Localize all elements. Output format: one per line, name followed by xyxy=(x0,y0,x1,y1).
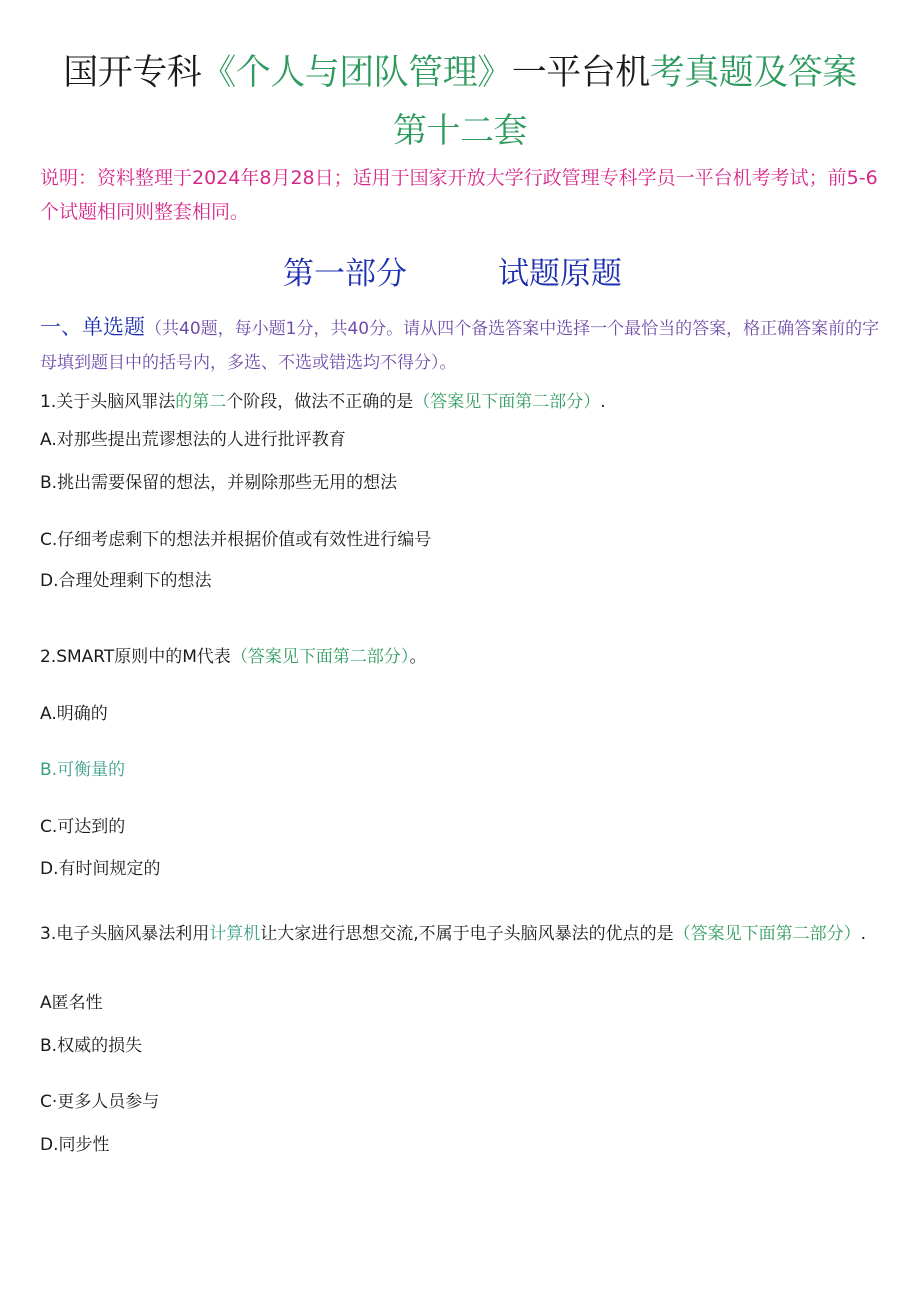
q1-option-a: A.对那些提出荒谬想法的人进行批评教育 xyxy=(40,430,346,450)
intro-text: （共40题，每小题1分，共40分。请从四个备选答案中选择一个最恰当的答案，格正确答案前的字母填到题目中的括号内，多选、不选或错选均不得分）。 xyxy=(40,319,880,373)
q3-stem-a: 3.电子头脑风暴法利用 xyxy=(40,924,210,944)
title-part-3: 一平台机 xyxy=(511,53,650,93)
title-part-4: 考真题及答案 xyxy=(649,53,857,93)
q3-stem-c: 让大家进行思想交流,不属于电子头脑风暴法的优点的是 xyxy=(260,924,674,944)
q1-option-d: D.合理处理剩下的想法 xyxy=(40,571,212,591)
q2-option-d: D.有时间规定的 xyxy=(40,859,161,879)
title-part-2: 《个人与团队管理》 xyxy=(201,53,512,93)
q2-option-c: C.可达到的 xyxy=(40,817,126,837)
q3-answer-hint: （答案见下面第二部分） xyxy=(673,924,861,944)
question-2-stem xyxy=(40,640,426,674)
section-intro xyxy=(40,310,890,380)
q1-answer-hint: （答案见下面第二部分） xyxy=(413,392,601,412)
q1-option-b: B.挑出需要保留的想法，并剔除那些无用的想法 xyxy=(40,473,398,493)
q3-stem-b: 计算机 xyxy=(209,924,261,944)
q3-tail: . xyxy=(860,924,867,944)
q1-stem-c: 个阶段，做法不正确的是 xyxy=(226,392,414,412)
q1-option-c: C.仔细考虑剩下的想法并根据价值或有效性进行编号 xyxy=(40,530,432,550)
intro-lead: 一、单选题 xyxy=(40,315,145,339)
question-3-stem xyxy=(40,917,880,951)
section-name: 试题原题 xyxy=(498,256,622,292)
q1-stem-a: 1.关于头脑风罪法 xyxy=(40,392,176,412)
q3-option-c: C·更多人员参与 xyxy=(40,1092,160,1112)
q3-option-b: B.权威的损失 xyxy=(40,1036,143,1056)
q3-option-a: A匿名性 xyxy=(40,993,103,1013)
document-note: 说明：资料整理于2024年8月28日；适用于国家开放大学行政管理专科学员一平台机考考试；前5-6个试题相同则整套相同。 xyxy=(40,167,878,223)
q2-tail: 。 xyxy=(409,647,427,667)
q3-option-d: D.同步性 xyxy=(40,1135,110,1155)
question-1-stem xyxy=(40,385,606,419)
document-subtitle: 第十二套 xyxy=(393,111,527,151)
section-heading xyxy=(0,252,920,296)
q1-tail: . xyxy=(600,392,606,412)
title-part-1: 国开专科 xyxy=(63,53,202,93)
q2-stem-a: 2.SMART原则中的M代表 xyxy=(40,647,231,667)
q2-option-b: B.可衡量的 xyxy=(40,760,126,780)
q2-answer-hint: （答案见下面第二部分） xyxy=(230,647,410,667)
q1-stem-b: 的第二 xyxy=(175,392,227,412)
section-part: 第一部分 xyxy=(283,256,407,292)
document-title xyxy=(0,52,920,94)
q2-option-a: A.明确的 xyxy=(40,704,108,724)
